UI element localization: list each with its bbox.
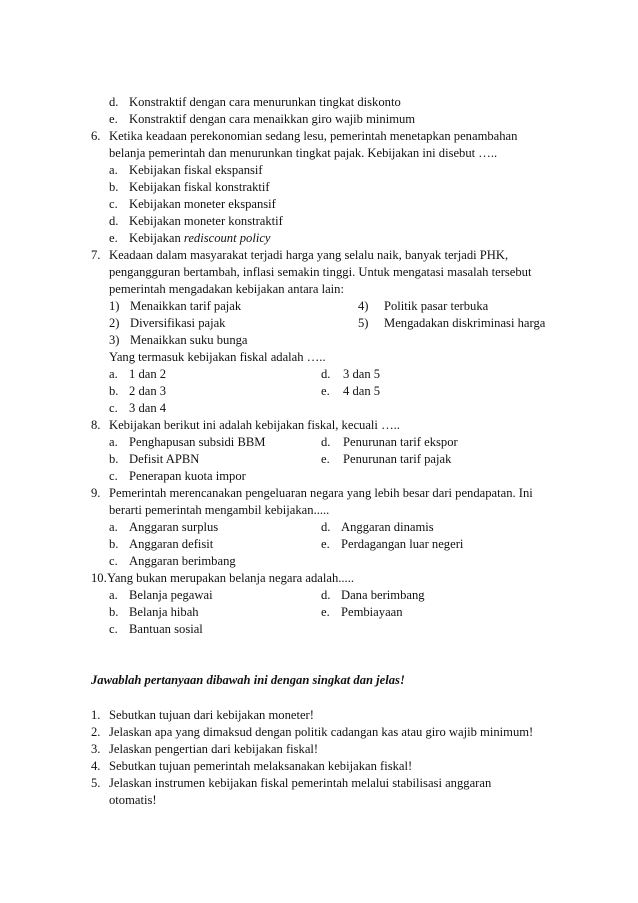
item-number: 1. (91, 708, 101, 722)
option-letter: d. (321, 588, 331, 602)
option-letter: d. (321, 367, 331, 381)
question-text: pengangguran bertambah, inflasi semakin tinggi. Untuk mengatasi masalah tersebut (109, 265, 532, 279)
option-letter: d. (321, 435, 331, 449)
question-text: belanja pemerintah dan menurunkan tingkat pajak. Kebijakan ini disebut ….. (109, 146, 498, 160)
option-letter: a. (109, 435, 118, 449)
option-letter: e. (109, 112, 118, 126)
item-number: 5. (91, 776, 101, 790)
option-text: Penurunan tarif ekspor (343, 435, 458, 449)
question-number: 9. (91, 486, 101, 500)
item-number: 4) (358, 299, 369, 313)
question-text: Kebijakan berikut ini adalah kebijakan fiskal, kecuali ….. (109, 418, 400, 432)
item-text: Diversifikasi pajak (130, 316, 226, 330)
item-text: Jelaskan pengertian dari kebijakan fiskal! (109, 742, 319, 756)
question-number: 7. (91, 248, 101, 262)
item-text: Menaikkan suku bunga (130, 333, 248, 347)
option-letter: a. (109, 588, 118, 602)
question-text: Pemerintah merencanakan pengeluaran negara yang lebih besar dari pendapatan. Ini (109, 486, 533, 500)
question-text: Ketika keadaan perekonomian sedang lesu, pemerintah menetapkan penambahan (109, 129, 518, 143)
option-text: Pembiayaan (341, 605, 403, 619)
option-letter: b. (109, 537, 119, 551)
option-text: Anggaran surplus (129, 520, 219, 534)
option-text: 3 dan 4 (129, 401, 167, 415)
option-text: Penurunan tarif pajak (343, 452, 452, 466)
option-letter: d. (109, 214, 119, 228)
question-text: pemerintah mengadakan kebijakan antara lain: (109, 282, 344, 296)
option-text: Konstraktif dengan cara menurunkan tingkat diskonto (129, 95, 401, 109)
option-text: Kebijakan fiskal konstraktif (129, 180, 270, 194)
option-letter: a. (109, 367, 118, 381)
option-letter: e. (321, 452, 330, 466)
option-text: Konstraktif dengan cara menaikkan giro wajib minimum (129, 112, 416, 126)
item-number: 3. (91, 742, 101, 756)
item-text: Jelaskan instrumen kebijakan fiskal pemerintah melalui stabilisasi anggaran (109, 776, 492, 790)
item-number: 1) (109, 299, 120, 313)
question-text: Yang bukan merupakan belanja negara adalah..... (107, 571, 355, 585)
option-text: Kebijakan moneter konstraktif (129, 214, 283, 228)
item-text: Jelaskan apa yang dimaksud dengan politik cadangan kas atau giro wajib minimum! (109, 725, 534, 739)
question-text: Yang termasuk kebijakan fiskal adalah ….. (109, 350, 326, 364)
option-letter: c. (109, 197, 118, 211)
option-text: Belanja hibah (129, 605, 199, 619)
option-text: Dana berimbang (341, 588, 425, 602)
option-letter: b. (109, 452, 119, 466)
option-text: Anggaran defisit (129, 537, 214, 551)
option-text: Kebijakan moneter ekspansif (129, 197, 276, 211)
option-text: 3 dan 5 (343, 367, 381, 381)
option-text: Penghapusan subsidi BBM (129, 435, 266, 449)
option-letter: e. (321, 605, 330, 619)
item-text: otomatis! (109, 793, 157, 807)
item-number: 5) (358, 316, 369, 330)
option-letter: e. (321, 537, 330, 551)
option-text-prefix: Kebijakan (129, 231, 184, 245)
question-number: 6. (91, 129, 101, 143)
section-heading: Jawablah pertanyaan dibawah ini dengan singkat dan jelas! (91, 673, 405, 687)
option-letter: d. (109, 95, 119, 109)
option-text: 2 dan 3 (129, 384, 167, 398)
item-text: Politik pasar terbuka (384, 299, 489, 313)
item-text: Mengadakan diskriminasi harga (384, 316, 546, 330)
option-letter: c. (109, 554, 118, 568)
item-text: Sebutkan tujuan dari kebijakan moneter! (109, 708, 314, 722)
item-number: 2) (109, 316, 120, 330)
option-letter: b. (109, 384, 119, 398)
question-text: Keadaan dalam masyarakat terjadi harga yang selalu naik, banyak terjadi PHK, (109, 248, 509, 262)
option-text: Defisit APBN (129, 452, 200, 466)
option-text: Kebijakan fiskal ekspansif (129, 163, 263, 177)
option-letter: e. (109, 231, 118, 245)
option-letter: a. (109, 163, 118, 177)
option-letter: c. (109, 622, 118, 636)
option-text-italic: rediscount policy (183, 231, 271, 245)
question-text: berarti pemerintah mengambil kebijakan..... (109, 503, 330, 517)
option-text: 1 dan 2 (129, 367, 167, 381)
option-letter: b. (109, 605, 119, 619)
question-number: 10. (91, 571, 107, 585)
option-letter: a. (109, 520, 118, 534)
option-letter: c. (109, 469, 118, 483)
option-text: Penerapan kuota impor (129, 469, 246, 483)
option-text: 4 dan 5 (343, 384, 381, 398)
question-number: 8. (91, 418, 101, 432)
option-letter: e. (321, 384, 330, 398)
option-text: Anggaran berimbang (129, 554, 236, 568)
item-number: 2. (91, 725, 101, 739)
option-letter: d. (321, 520, 331, 534)
option-text: Belanja pegawai (129, 588, 213, 602)
option-letter: c. (109, 401, 118, 415)
option-text: Bantuan sosial (129, 622, 203, 636)
option-text: Perdagangan luar negeri (341, 537, 464, 551)
item-number: 4. (91, 759, 101, 773)
option-text (129, 230, 271, 247)
item-text: Sebutkan tujuan pemerintah melaksanakan kebijakan fiskal! (109, 759, 413, 773)
option-letter: b. (109, 180, 119, 194)
item-number: 3) (109, 333, 120, 347)
item-text: Menaikkan tarif pajak (130, 299, 242, 313)
option-text: Anggaran dinamis (341, 520, 434, 534)
